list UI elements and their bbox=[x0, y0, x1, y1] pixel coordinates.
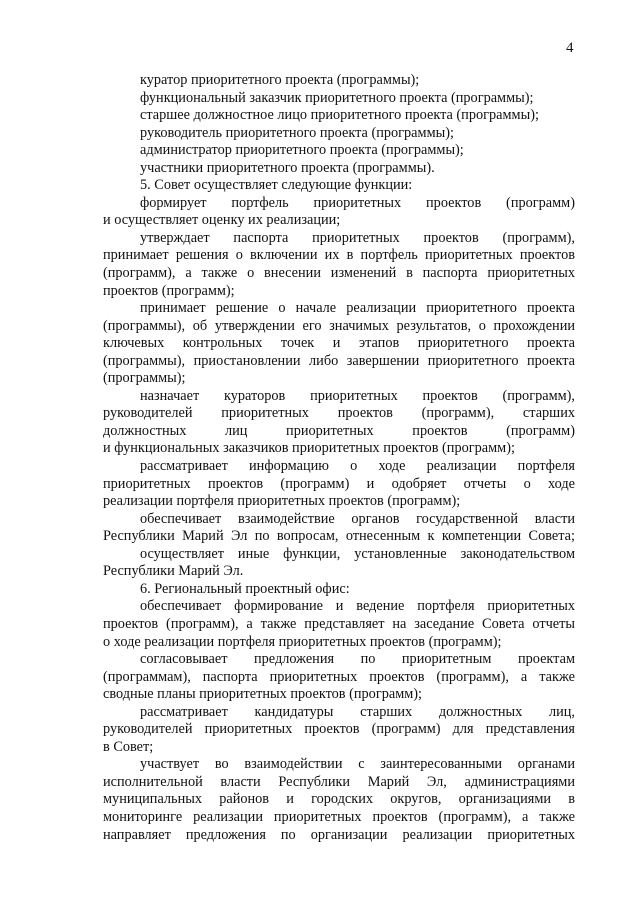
text-line: муниципальных районов и городских округов, организациями в bbox=[103, 791, 575, 808]
text-line: назначает кураторов приоритетных проектов (программ), bbox=[140, 387, 575, 404]
text-line: сводные планы приоритетных проектов (программ); bbox=[103, 686, 423, 703]
text-line: и функциональных заказчиков приоритетных проектов (программ); bbox=[103, 440, 515, 457]
text-line: и осуществляет оценку их реализации; bbox=[103, 212, 341, 229]
text-line: реализации портфеля приоритетных проектов (программ); bbox=[103, 493, 461, 510]
text-line: обеспечивает формирование и ведение портфеля приоритетных bbox=[140, 598, 575, 615]
text-line: исполнительной власти Республики Марий Эл, администрациями bbox=[103, 773, 575, 790]
text-line: старшее должностное лицо приоритетного проекта (программы); bbox=[140, 107, 539, 124]
text-line: рассматривает кандидатуры старших должностных лиц, bbox=[140, 703, 575, 720]
text-line: проектов (программ), а также представляет на заседание Совета отчеты bbox=[103, 615, 575, 632]
text-line: участники приоритетного проекта (программы). bbox=[140, 159, 435, 176]
text-line: в Совет; bbox=[103, 738, 154, 755]
text-line: (программ), а также о внесении изменений в паспорта приоритетных bbox=[103, 265, 575, 282]
text-line: руководителей приоритетных проектов (программ), старших bbox=[103, 405, 575, 422]
text-line: 5. Совет осуществляет следующие функции: bbox=[140, 177, 413, 194]
text-line: приоритетных проектов (программ) и одобряет отчеты о ходе bbox=[103, 475, 575, 492]
text-line: функциональный заказчик приоритетного проекта (программы); bbox=[140, 89, 534, 106]
page-number: 4 bbox=[566, 40, 574, 56]
text-line: 6. Региональный проектный офис: bbox=[140, 580, 350, 597]
text-line: руководителей приоритетных проектов (программ) для представления bbox=[103, 721, 575, 738]
document-body bbox=[103, 72, 575, 844]
text-line: проектов (программ); bbox=[103, 282, 235, 299]
text-line: Республики Марий Эл по вопросам, отнесенным к компетенции Совета; bbox=[103, 528, 575, 545]
text-line: (программы), об утверждении его значимых результатов, о прохождении bbox=[103, 317, 575, 334]
text-line: ключевых контрольных точек и этапов приоритетного проекта bbox=[103, 335, 575, 352]
text-line: обеспечивает взаимодействие органов государственной власти bbox=[140, 510, 575, 527]
text-line: утверждает паспорта приоритетных проектов (программ), bbox=[140, 229, 575, 246]
text-line: принимает решение о начале реализации приоритетного проекта bbox=[140, 300, 575, 317]
text-line: должностных лиц приоритетных проектов (программ) bbox=[103, 422, 575, 439]
text-line: направляет предложения по организации реализации приоритетных bbox=[103, 826, 575, 843]
text-line: куратор приоритетного проекта (программы); bbox=[140, 72, 420, 88]
text-line: руководитель приоритетного проекта (программы); bbox=[140, 124, 454, 141]
text-line: принимает решения о включении их в портфель приоритетных проектов bbox=[103, 247, 575, 264]
text-line: о ходе реализации портфеля приоритетных проектов (программ); bbox=[103, 633, 502, 650]
text-line: согласовывает предложения по приоритетным проектам bbox=[140, 651, 575, 668]
text-line: осуществляет иные функции, установленные законодательством bbox=[140, 545, 575, 562]
text-line: администратор приоритетного проекта (программы); bbox=[140, 142, 464, 159]
text-line: Республики Марий Эл. bbox=[103, 563, 244, 580]
text-line: (программы), приостановлении либо завершении приоритетного проекта bbox=[103, 352, 575, 369]
text-line: мониторинге реализации приоритетных проектов (программ), а также bbox=[103, 808, 575, 825]
text-line: (программы); bbox=[103, 370, 186, 387]
text-line: формирует портфель приоритетных проектов (программ) bbox=[140, 194, 575, 211]
text-line: участвует во взаимодействии с заинтересованными органами bbox=[140, 756, 575, 773]
text-line: (программам), паспорта приоритетных проектов (программ), а также bbox=[103, 668, 575, 685]
text-line: рассматривает информацию о ходе реализации портфеля bbox=[140, 458, 575, 475]
